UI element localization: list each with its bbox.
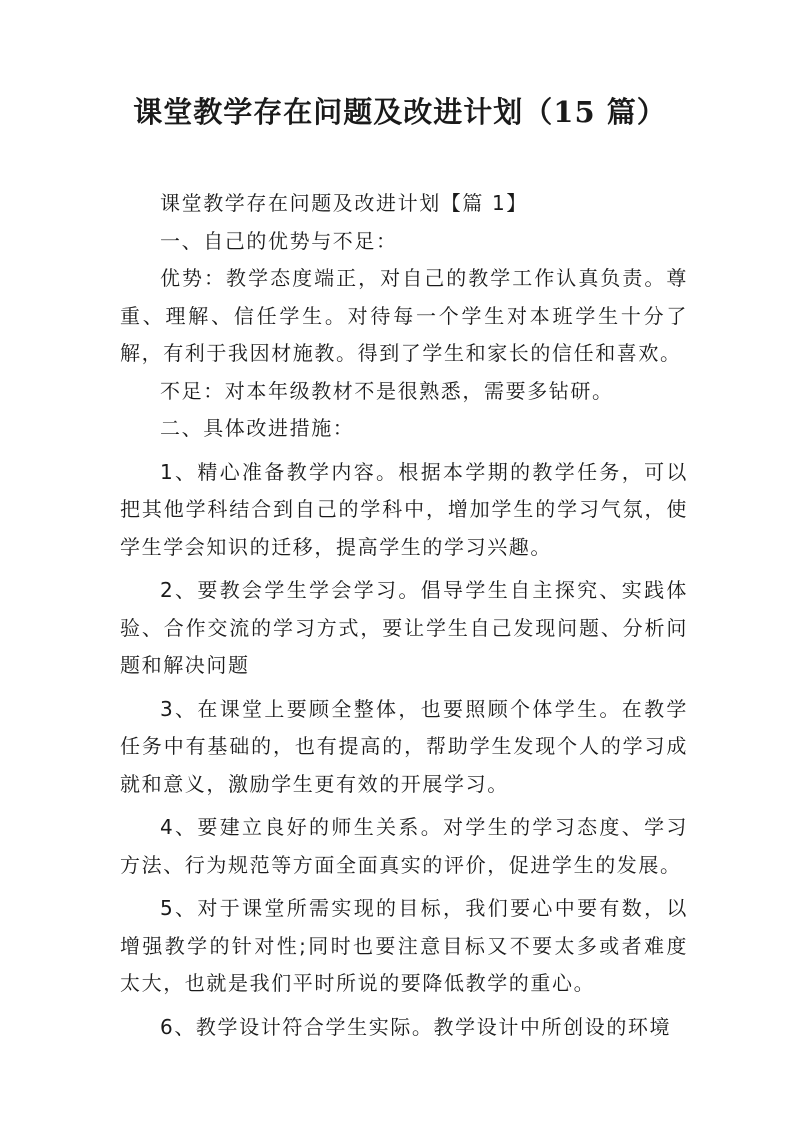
subheading-improvement-measures: 二、具体改进措施：: [160, 416, 355, 440]
paragraph-measure-3: 3、在课堂上要顾全整体，也要照顾个体学生。在教学任务中有基础的，也有提高的，帮助学生发现个人的学习成就和意义，激励学生更有效的开展学习。: [120, 696, 688, 796]
paragraph-measure-5: 5、对于课堂所需实现的目标，我们要心中要有数，以增强教学的针对性;同时也要注意目标又不要太多或者难度太大，也就是我们平时所说的要降低教学的重心。: [120, 896, 688, 995]
paragraph-strengths: 优势：教学态度端正，对自己的教学工作认真负责。尊重、理解、信任学生。对待每一个学生对本班学生十分了解，有利于我因材施教。得到了学生和家长的信任和喜欢。: [120, 266, 688, 365]
document-title: 课堂教学存在问题及改进计划（15 篇）: [133, 95, 667, 129]
paragraph-measure-1: 1、精心准备教学内容。根据本学期的教学任务，可以把其他学科结合到自己的学科中，增加学生的学习气氛，使学生学会知识的迁移，提高学生的学习兴趣。: [120, 459, 688, 559]
paragraph-measure-4: 4、要建立良好的师生关系。对学生的学习态度、学习方法、行为规范等方面全面真实的评价，促进学生的发展。: [120, 815, 688, 877]
paragraph-measure-2: 2、要教会学生学会学习。倡导学生自主探究、实践体验、合作交流的学习方式，要让学生自己发现问题、分析问题和解决问题: [120, 578, 688, 677]
subheading-strengths-weaknesses: 一、自己的优势与不足：: [160, 228, 398, 253]
paragraph-measure-6: 6、教学设计符合学生实际。教学设计中所创设的环境: [160, 1014, 672, 1039]
section-heading: 课堂教学存在问题及改进计划【篇 1】: [160, 191, 528, 215]
paragraph-weaknesses: 不足：对本年级教材不是很熟悉，需要多钻研。: [160, 378, 614, 403]
document-body: [120, 185, 688, 1046]
